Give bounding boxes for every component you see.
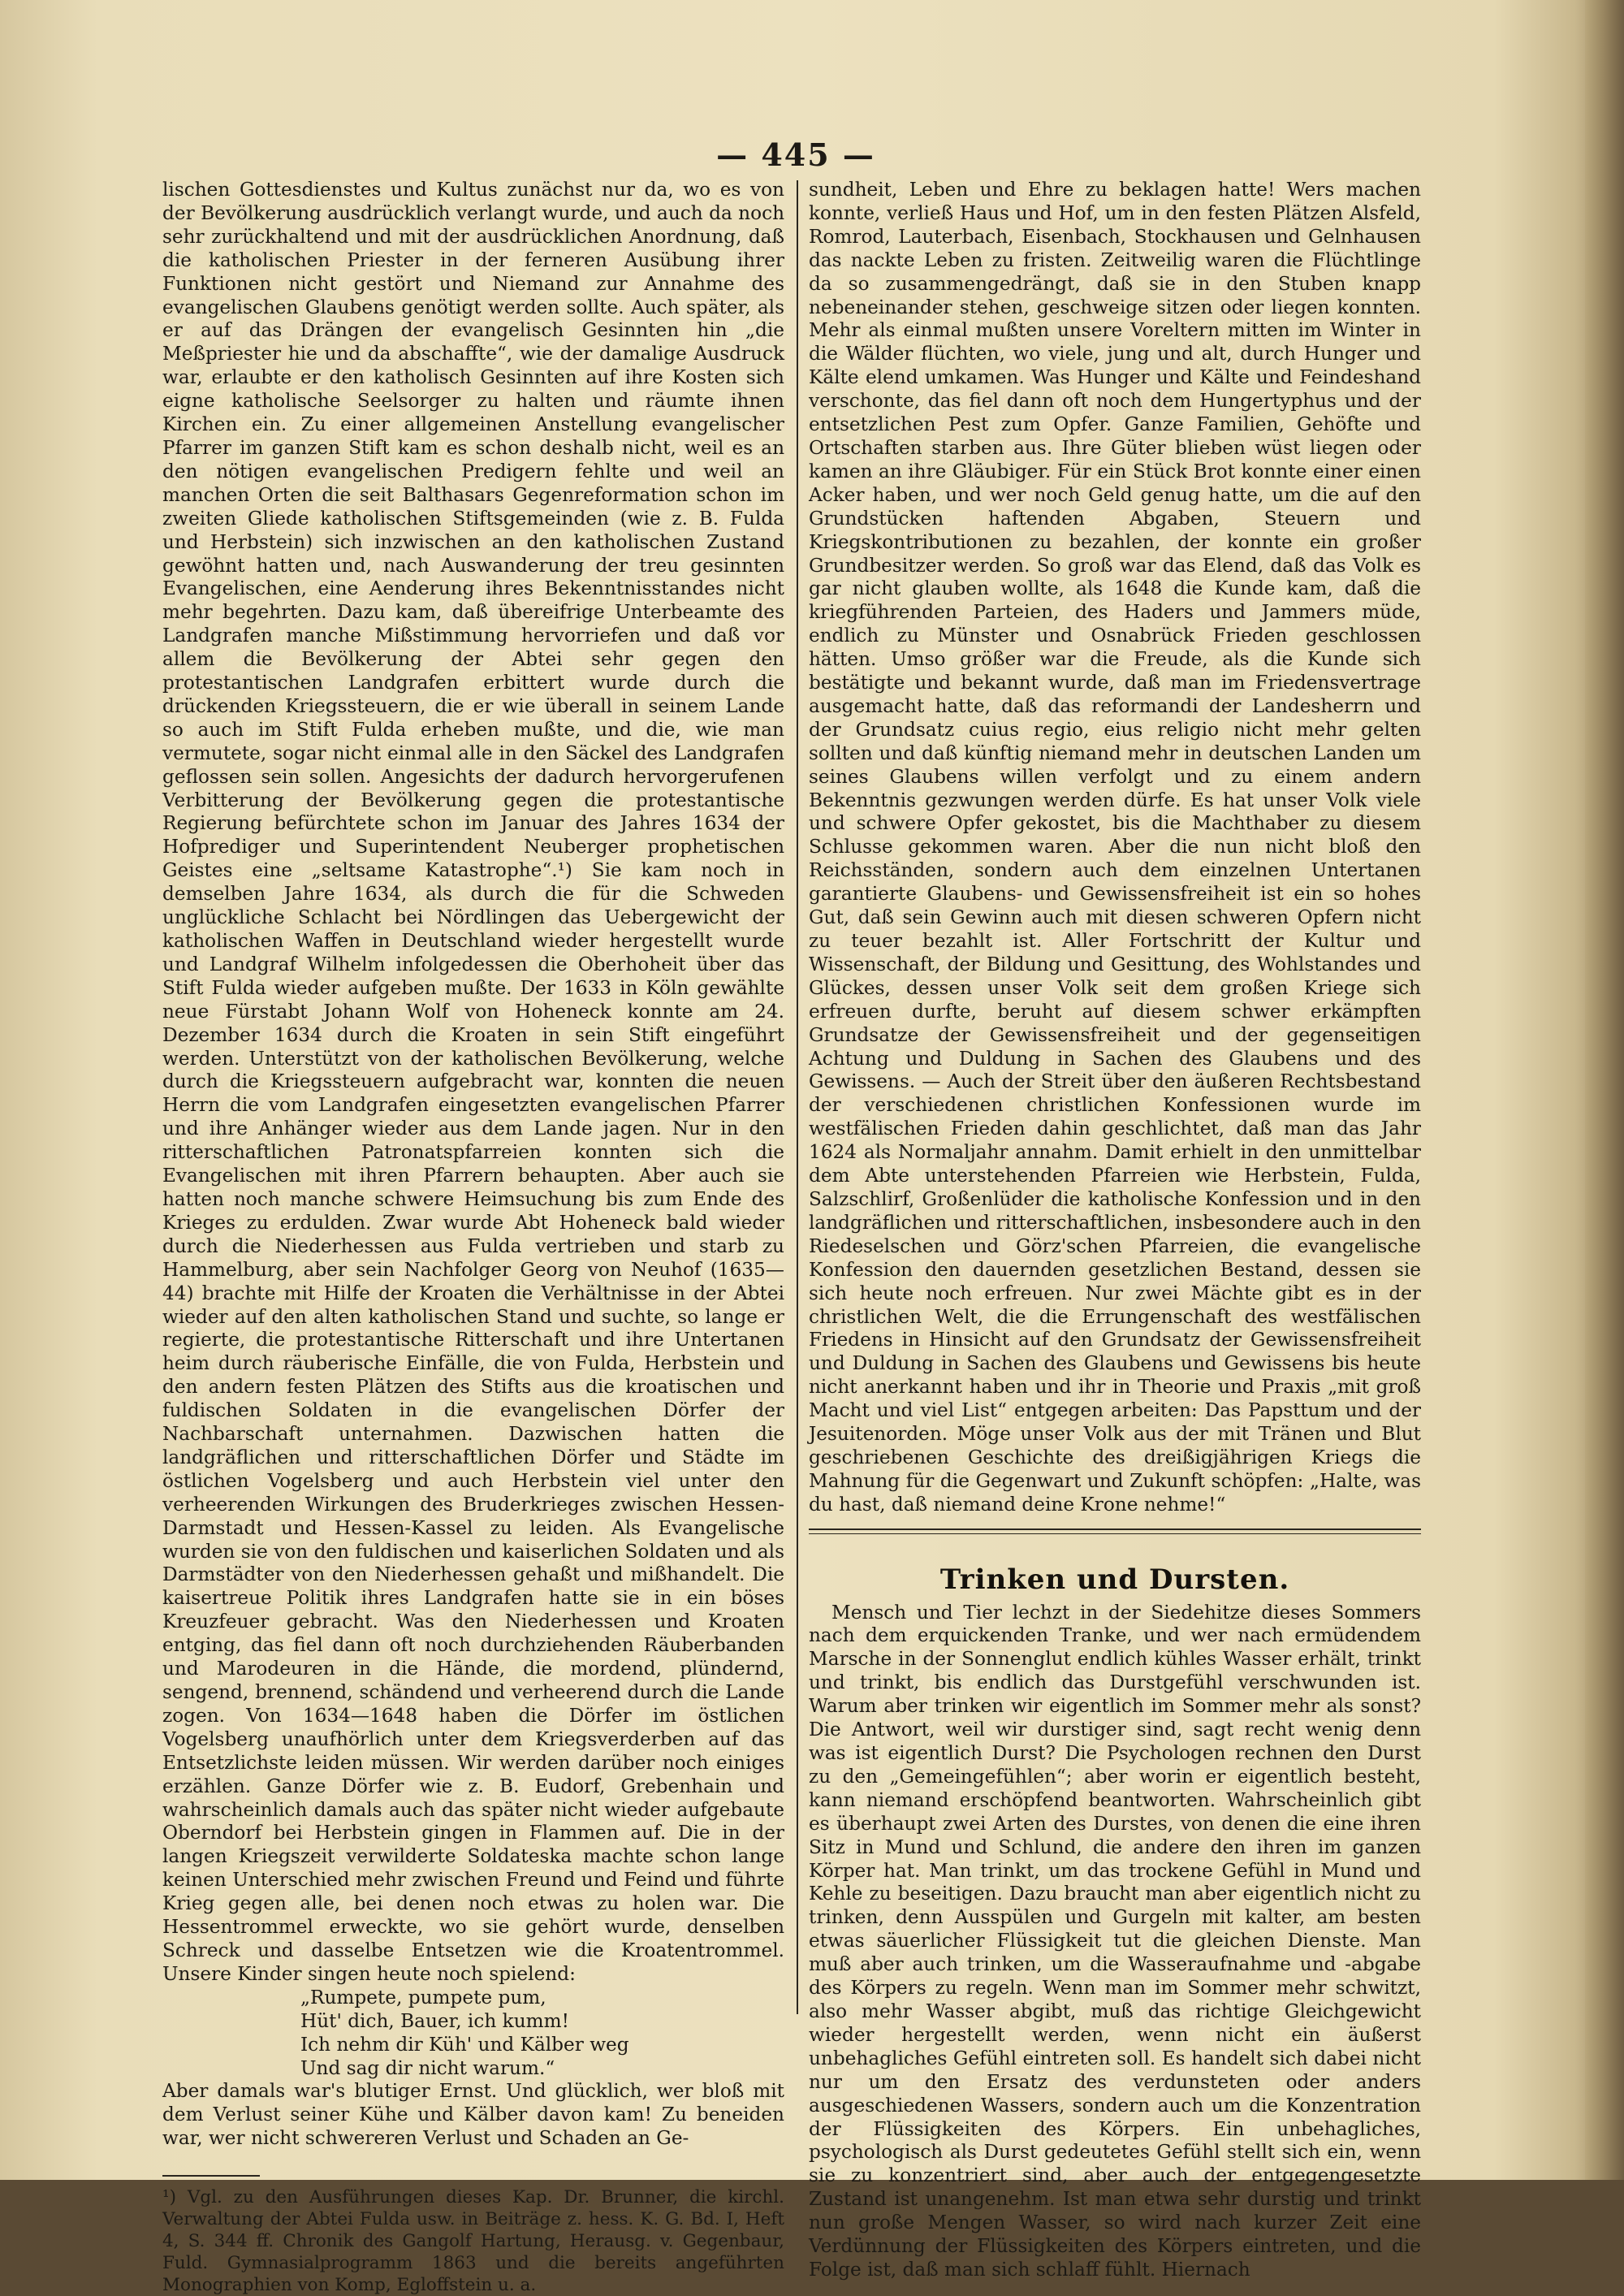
section-title: Trinken und Dursten. <box>939 1563 1290 1596</box>
page-edge-shadow <box>1585 0 1624 2180</box>
footnote: ¹) Vgl. zu den Ausführungen dieses Kap. Dr. Brunner, die kirchl. Verwaltung der Abtei Fulda usw. in Beiträge z. hess. K. G. Bd. I, Heft 4, S. 344 ff. Chronik des Gangolf Hartung, Herausg. v. Gegenbaur, Fuld. Gymnasialprogramm 1863 und die bereits angeführten Monographien von Komp, Egloffstein u. a. <box>162 2187 784 2296</box>
verse-line: Und sag dir nicht warum.“ <box>300 2056 555 2079</box>
children-verse <box>300 1987 784 2081</box>
section-rule-bottom <box>809 1533 1421 1534</box>
verse-line: „Rumpete, pumpete pum, <box>300 1986 546 2008</box>
left-column <box>162 179 784 2296</box>
right-paragraph: sundheit, Leben und Ehre zu beklagen hatte! Wers machen konnte, verließ Haus und Hof, um in den festen Plätzen Alsfeld, Romrod, Lauterbach, Eisenbach, Stockhausen und Gelnhausen das nackte Leben zu fristen. Zeitweilig waren die Flüchtlinge da so zusammengedrängt, daß sie in den Stuben knapp nebeneinander stehen, geschweige sitzen oder liegen konnten. Mehr als einmal mußten unsere Voreltern mitten im Winter in die Wälder flüchten, wo viele, jung und alt, durch Hunger und Kälte elend umkamen. Was Hunger und Kälte und Feindeshand verschonte, das fiel dann oft noch dem Hungertyphus und der entsetzlichen Pest zum Opfer. Ganze Familien, Gehöfte und Ortschaften starben aus. Ihre Güter blieben wüst liegen oder kamen an ihre Gläubiger. Für ein Stück Brot konnte einer einen Acker haben, und wer noch Geld genug hatte, um die auf den Grundstücken haftenden Abgaben, Steuern und Kriegskontributionen zu bezahlen, der konnte ein großer Grundbesitzer werden. So groß war das Elend, daß das Volk es gar nicht glauben wollte, als 1648 die Kunde kam, daß die kriegführenden Parteien, des Haders und Jammers müde, endlich zu Münster und Osnabrück Frieden geschlossen hätten. Umso größer war die Freude, als die Kunde sich bestätigte und bekannt wurde, daß man im Friedensvertrage ausgemacht hatte, daß das reformandi der Landesherrn und der Grundsatz cuius regio, eius religio nicht mehr gelten sollten und daß künftig niemand mehr in deutschen Landen um seines Glaubens willen verfolgt und zu einem andern Bekenntnis gezwungen werden dürfe. Es hat unser Volk viele und schwere Opfer gekostet, bis die Machthaber zu diesem Schlusse gekommen waren. Aber die nun nicht bloß den Reichsständen, sondern auch dem einzelnen Untertanen garantierte Glaubens- und Gewissensfreiheit ist ein so hohes Gut, daß sein Gewinn auch mit diesen schweren Opfern nicht zu teuer bezahlt ist. Aller Fortschritt der Kultur und Wissenschaft, der Bildung und Gesittung, des Wohlstandes und Glückes, dessen unser Volk seit dem großen Kriege sich erfreuen durfte, beruht auf diesem schwer erkämpften Grundsatze der Gewissensfreiheit und der gegenseitigen Achtung und Duldung in Sachen des Glaubens und des Gewissens. — Auch der Streit über den äußeren Rechtsbestand der verschiedenen christlichen Konfessionen wurde im westfälischen Frieden dahin geschlichtet, daß man das Jahr 1624 als Normaljahr annahm. Damit erhielt in den unmittelbar dem Abte unterstehenden Pfarreien wie Herbstein, Fulda, Salzschlirf, Großenlüder die katholische Konfession und in den landgräflichen und ritterschaftlichen, insbesondere auch in den Riedeselschen und Görz'schen Pfarreien, die evangelische Konfession den dauernden gesetzlichen Bestand, dessen sie sich heute noch erfreuen. Nur zwei Mächte gibt es in der christlichen Welt, die die Errungenschaft des westfälischen Friedens in Hinsicht auf den Grundsatz der Gewissensfreiheit und Duldung in Sachen des Glaubens und Gewissens bis heute nicht anerkannt haben und ihr in Theorie und Praxis „mit groß Macht und viel List“ entgegen arbeiten: Das Papsttum und der Jesuitenorden. Möge unser Volk aus der mit Tränen und Blut geschriebenen Geschichte des dreißigjährigen Kriegs die Mahnung für die Gegenwart und Zukunft schöpfen: „Halte, was du hast, daß niemand deine Krone nehme!“ <box>809 179 1421 1516</box>
left-paragraph: lischen Gottesdienstes und Kultus zunächst nur da, wo es von der Bevölkerung ausdrücklich verlangt wurde, und auch da noch sehr zurückhaltend und mit der ausdrücklichen Anordnung, daß die katholischen Priester in der ferneren Ausübung ihrer Funktionen nicht gestört und Niemand zur Annahme des evangelischen Glaubens genötigt werden sollte. Auch später, als er auf das Drängen der evangelisch Gesinnten hin „die Meßpriester hie und da abschaffte“, wie der damalige Ausdruck war, erlaubte er den katholisch Gesinnten auf ihre Kosten sich eigne katholische Seelsorger zu halten und räumte ihnen Kirchen ein. Zu einer allgemeinen Anstellung evangelischer Pfarrer im ganzen Stift kam es schon deshalb nicht, weil es an den nötigen evangelischen Predigern fehlte und weil an manchen Orten die seit Balthasars Gegenreformation schon im zweiten Gliede katholischen Stiftsgemeinden (wie z. B. Fulda und Herbstein) sich inzwischen an den katholischen Zustand gewöhnt hatten und, nach Auswanderung der treu gesinnten Evangelischen, eine Aenderung ihres Bekenntnisstandes nicht mehr begehrten. Dazu kam, daß übereifrige Unterbeamte des Landgrafen manche Mißstimmung hervorriefen und daß vor allem die Bevölkerung der Abtei sehr gegen den protestantischen Landgrafen erbittert wurde durch die drückenden Kriegssteuern, die er wie überall in seinem Lande so auch im Stift Fulda erheben mußte, und die, wie man vermutete, sogar nicht einmal alle in den Säckel des Landgrafen geflossen sein sollen. Angesichts der dadurch hervorgerufenen Verbitterung der Bevölkerung gegen die protestantische Regierung befürchtete schon im Januar des Jahres 1634 der Hofprediger und Superintendent Neuberger prophetischen Geistes eine „seltsame Katastrophe“.¹) Sie kam noch in demselben Jahre 1634, als durch die für die Schweden unglückliche Schlacht bei Nördlingen das Uebergewicht der katholischen Waffen in Deutschland wieder hergestellt wurde und Landgraf Wilhelm infolgedessen die Oberhoheit über das Stift Fulda wieder aufgeben mußte. Der 1633 in Köln gewählte neue Fürstabt Johann Wolf von Hoheneck konnte am 24. Dezember 1634 durch die Kroaten in sein Stift eingeführt werden. Unterstützt von der katholischen Bevölkerung, welche durch die Kriegssteuern aufgebracht war, konnten die neuen Herrn die vom Landgrafen eingesetzten evangelischen Pfarrer und ihre Anhänger wieder aus dem Lande jagen. Nur in den ritterschaftlichen Patronatspfarreien konnten sich die Evangelischen mit ihren Pfarrern behaupten. Aber auch sie hatten noch manche schwere Heimsuchung bis zum Ende des Krieges zu erdulden. Zwar wurde Abt Hoheneck bald wieder durch die Niederhessen aus Fulda vertrieben und starb zu Hammelburg, aber sein Nachfolger Georg von Neuhof (1635—44) brachte mit Hilfe der Kroaten die Verhältnisse in der Abtei wieder auf den alten katholischen Stand und suchte, so lange er regierte, die protestantische Ritterschaft und ihre Untertanen heim durch räuberische Einfälle, die von Fulda, Herbstein und den andern festen Plätzen des Stifts aus die kroatischen und fuldischen Soldaten in die evangelischen Dörfer der Nachbarschaft unternahmen. Dazwischen hatten die landgräflichen und ritterschaftlichen Dörfer und Städte im östlichen Vogelsberg und auch Herbstein viel unter den verheerenden Wirkungen des Bruderkrieges zwischen Hessen-Darmstadt und Hessen-Kassel zu leiden. Als Evangelische wurden sie von den fuldischen und kaiserlichen Soldaten und als Darmstädter von den Niederhessen gehaßt und mißhandelt. Die kaisertreue Politik ihres Landgrafen hatte sie in ein böses Kreuzfeuer gebracht. Was den Niederhessen und Kroaten entging, das fiel dann oft noch durchziehenden Räuberbanden und Marodeuren in die Hände, die mordend, plündernd, sengend, brennend, schändend und verheerend durch die Lande zogen. Von 1634—1648 haben die Dörfer im östlichen Vogelsberg unaufhörlich unter dem Kriegsverderben auf das Entsetzlichste leiden müssen. Wir werden darüber noch einiges erzählen. Ganze Dörfer wie z. B. Eudorf, Grebenhain und wahrscheinlich damals auch das später nicht wieder aufgebaute Oberndorf bei Herbstein gingen in Flammen auf. Die in der langen Kriegszeit verwilderte Soldateska machte schon lange keinen Unterschied mehr zwischen Freund und Feind und führte Krieg gegen alle, bei denen noch etwas zu holen war. Die Hessentrommel erweckte, wo sie gehört wurde, denselben Schreck und dasselbe Entsetzen wie die Kroatentrommel. Unsere Kinder singen heute noch spielend: <box>162 179 784 1985</box>
section-rule-top <box>809 1529 1421 1530</box>
right-column <box>809 179 1421 2282</box>
footnote-rule <box>162 2175 260 2177</box>
column-divider <box>797 180 798 2014</box>
verse-line: Ich nehm dir Küh' und Kälber weg <box>300 2033 629 2056</box>
page-number: — 445 — <box>716 136 875 173</box>
article-paragraph: Mensch und Tier lechzt in der Siedehitze dieses Sommers nach dem erquickenden Tranke, und wer nach ermüdendem Marsche in der Sonnenglut endlich kühles Wasser erhält, trinkt und trinkt, bis endlich das Durstgefühl verschwunden ist. Warum aber trinken wir eigentlich im Sommer mehr als sonst? Die Antwort, weil wir durstiger sind, sagt recht wenig denn was ist eigentlich Durst? Die Psychologen rechnen den Durst zu den „Gemeingefühlen“; aber worin er eigentlich besteht, kann niemand erschöpfend beantworten. Wahrscheinlich gibt es überhaupt zwei Arten des Durstes, von denen die eine ihren Sitz in Mund und Schlund, die andere den ihren im ganzen Körper hat. Man trinkt, um das trockene Gefühl in Mund und Kehle zu beseitigen. Dazu braucht man aber eigentlich nicht zu trinken, denn Ausspülen und Gurgeln mit kalter, am besten etwas säuerlicher Flüssigkeit tut die gleichen Dienste. Man muß aber auch trinken, um die Wasseraufnahme und -abgabe des Körpers zu regeln. Wenn man im Sommer mehr schwitzt, also mehr Wasser abgibt, muß das richtige Gleichgewicht wieder hergestellt werden, wenn nicht ein äußerst unbehagliches Gefühl eintreten soll. Es handelt sich dabei nicht nur um den Ersatz des verdunsteten oder anders ausgeschiedenen Wassers, sondern auch um die Konzentration der Flüssigkeiten des Körpers. Ein unbehagliches, psychologisch als Durst gedeutetes Gefühl stellt sich ein, wenn sie zu konzentriert sind, aber auch der entgegengesetzte Zustand ist unangenehm. Ist man etwa sehr durstig und trinkt nun große Mengen Wasser, so wird nach kurzer Zeit eine Verdünnung der Flüssigkeiten des Körpers eintreten, und die Folge ist, daß man sich schlaff fühlt. Hiernach <box>809 1601 1421 2281</box>
left-paragraph-continued: Aber damals war's blutiger Ernst. Und glücklich, wer bloß mit dem Verlust seiner Kühe und Kälber davon kam! Zu beneiden war, wer nicht schwereren Verlust und Schaden an Ge- <box>162 2080 784 2150</box>
verse-line: Hüt' dich, Bauer, ich kumm! <box>300 2009 569 2032</box>
